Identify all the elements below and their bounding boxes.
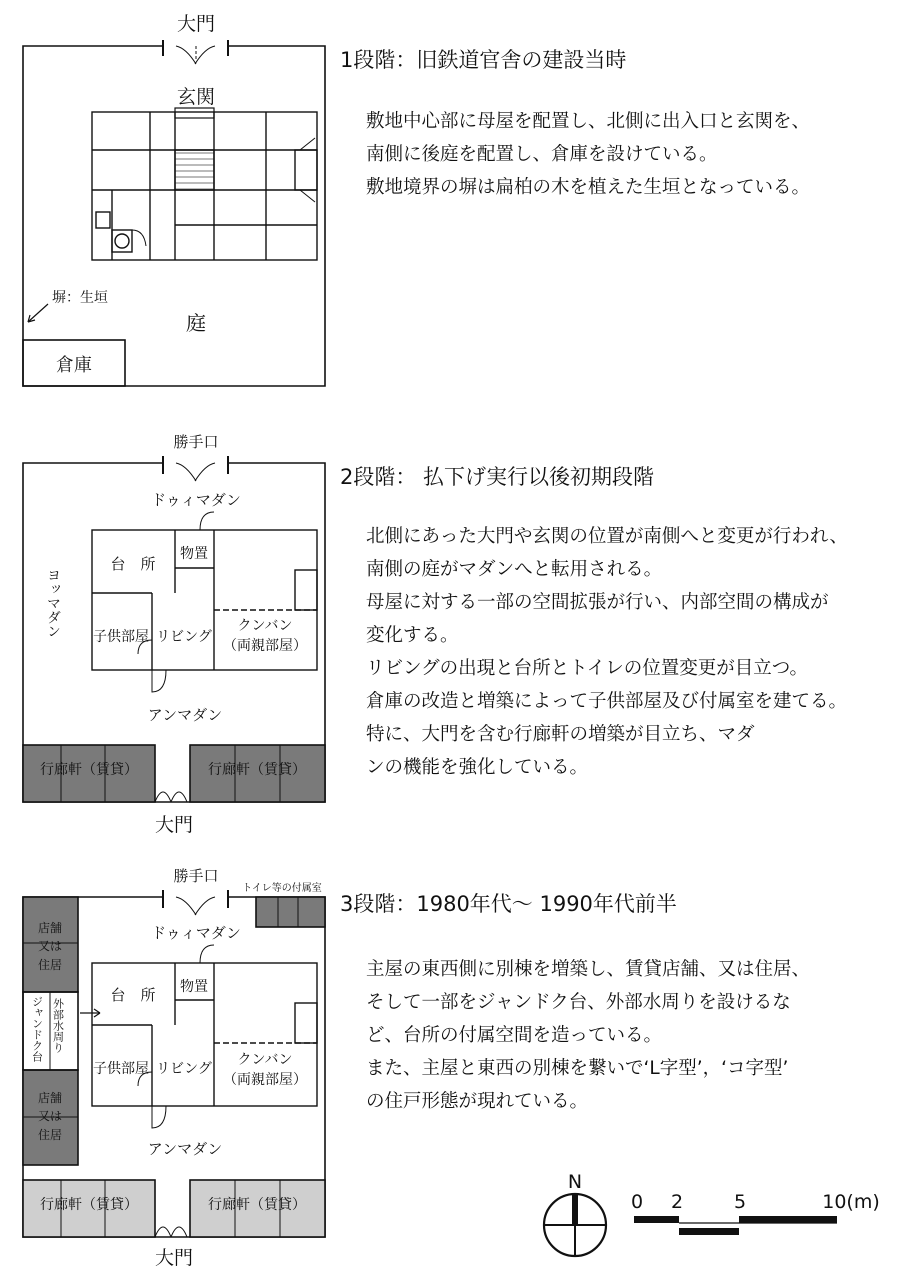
stage2-haengnang-left-label: 行廊軒（賃貸） bbox=[40, 762, 138, 778]
stage1-plan bbox=[23, 40, 325, 386]
north-arrow bbox=[544, 1194, 606, 1256]
stage2-paragraph: 南側の庭がマダンへと転用される。 bbox=[366, 559, 663, 580]
stage2-yop-madan-label: ヨッマダン bbox=[45, 568, 61, 638]
stage3-description bbox=[366, 953, 896, 1118]
stage2-living-label: リビング bbox=[156, 629, 212, 645]
stage3-child-room-label: 子供部屋 bbox=[93, 1061, 149, 1077]
stage2-kitchen-label: 台 所 bbox=[110, 555, 156, 573]
stage2-dwi-madan-label: ドゥィマダン bbox=[151, 491, 241, 509]
stage3-gate-label: 大門 bbox=[154, 1247, 194, 1269]
scale-tick-5: 5 bbox=[733, 1191, 747, 1213]
stage2-paragraph: 母屋に対する一部の空間拡張が行い、内部空間の構成が bbox=[366, 592, 829, 613]
stage2-paragraph: ンの機能を強化している。 bbox=[366, 757, 589, 778]
stage2-paragraph: 北側にあった大門や玄関の位置が南側へと変更が行われ、 bbox=[366, 526, 848, 547]
stage2-kunban-label: クンバン bbox=[237, 618, 293, 634]
stage2-parents-room-label: （両親部屋） bbox=[223, 638, 307, 654]
stage3-dwi-madan-label: ドゥィマダン bbox=[151, 924, 241, 942]
stage2-title: 2段階： 払下げ実行以後初期段階 bbox=[340, 465, 655, 489]
stage2-back-door-label: 勝手口 bbox=[173, 433, 219, 451]
stage1-paragraph: 南側に後庭を配置し、倉庫を設けている。 bbox=[366, 144, 718, 165]
stage2-storage-label: 物置 bbox=[180, 546, 208, 562]
stage2-description bbox=[366, 520, 896, 784]
stage1-paragraph: 敷地境界の塀は扁柏の木を植えた生垣となっている。 bbox=[366, 177, 811, 198]
stage3-shop-bottom-line3: 住居 bbox=[37, 1128, 63, 1142]
stage1-title: 1段階：旧鉄道官舎の建設当時 bbox=[340, 48, 627, 72]
stage3-shop-bottom-line2: 又は bbox=[37, 1109, 63, 1123]
stage3-title: 3段階：1980年代～ 1990年代前半 bbox=[340, 892, 677, 916]
stage2-paragraph: リビングの出現と台所とトイレの位置変更が目立つ。 bbox=[366, 658, 808, 679]
stage1-garden-label: 庭 bbox=[186, 311, 206, 335]
stage3-back-door-label: 勝手口 bbox=[173, 867, 219, 885]
stage3-kitchen-label: 台 所 bbox=[110, 986, 156, 1004]
stage2-haengnang-right-label: 行廊軒（賃貸） bbox=[208, 762, 306, 778]
stage3-outdoor-water-label: 外部水周り bbox=[51, 998, 65, 1053]
stage3-shop-bottom-label bbox=[38, 1090, 62, 1142]
stage1-fence-label: 塀：生垣 bbox=[52, 290, 108, 306]
stage3-an-madan-label: アンマダン bbox=[147, 1140, 223, 1158]
stage3-shop-top-line3: 住居 bbox=[37, 958, 63, 972]
stage2-paragraph: 特に、大門を含む行廊軒の増築が目立ち、マダ bbox=[366, 724, 755, 745]
scale-tick-2: 2 bbox=[670, 1191, 684, 1213]
stage2-child-room-label: 子供部屋 bbox=[93, 629, 149, 645]
stage3-shop-top-label bbox=[38, 920, 62, 972]
north-label: N bbox=[567, 1171, 583, 1193]
stage1-storehouse-label: 倉庫 bbox=[56, 355, 92, 376]
stage2-an-madan-label: アンマダン bbox=[147, 706, 223, 724]
stage3-haengnang-left-label: 行廊軒（賃貸） bbox=[40, 1197, 138, 1213]
stage3-kunban-label: クンバン bbox=[237, 1052, 293, 1068]
scale-tick-0: 0 bbox=[630, 1191, 644, 1213]
stage3-toilet-annex-label: トイレ等の付属室 bbox=[242, 883, 322, 894]
stage3-shop-top-line1: 店舗 bbox=[37, 921, 63, 935]
stage1-description bbox=[366, 105, 896, 204]
stage3-paragraph: また、主屋と東西の別棟を繋いで‘L字型’，‘コ字型’ bbox=[366, 1058, 789, 1079]
stage3-paragraph: ど、台所の付属空間を造っている。 bbox=[366, 1025, 663, 1046]
stage1-entrance-label: 玄関 bbox=[176, 86, 216, 108]
scale-tick-10: 10(m) bbox=[822, 1191, 880, 1213]
stage1-gate-label: 大門 bbox=[176, 13, 216, 35]
stage2-paragraph: 変化する。 bbox=[366, 625, 459, 646]
stage3-haengnang-right-label: 行廊軒（賃貸） bbox=[208, 1197, 306, 1213]
stage3-paragraph: 主屋の東西側に別棟を増築し、賃貸店舗、又は住居、 bbox=[366, 959, 811, 980]
stage2-gate-label: 大門 bbox=[154, 814, 194, 836]
stage3-parents-room-label: （両親部屋） bbox=[223, 1072, 307, 1088]
stage3-shop-bottom-line1: 店舗 bbox=[37, 1091, 63, 1105]
stage3-paragraph: そして一部をジャンドク台、外部水周りを設けるな bbox=[366, 992, 791, 1013]
stage3-paragraph: の住戸形態が現れている。 bbox=[366, 1091, 589, 1112]
stage3-shop-top-line2: 又は bbox=[37, 939, 63, 953]
stage3-storage-label: 物置 bbox=[180, 979, 208, 995]
scale-bar bbox=[634, 1216, 837, 1235]
stage2-paragraph: 倉庫の改造と増築によって子供部屋及び付属室を建てる。 bbox=[366, 691, 848, 712]
stage3-living-label: リビング bbox=[156, 1061, 212, 1077]
stage3-jangdok-label: ジャンドク台 bbox=[30, 996, 44, 1062]
stage1-paragraph: 敷地中心部に母屋を配置し、北側に出入口と玄関を、 bbox=[366, 111, 811, 132]
